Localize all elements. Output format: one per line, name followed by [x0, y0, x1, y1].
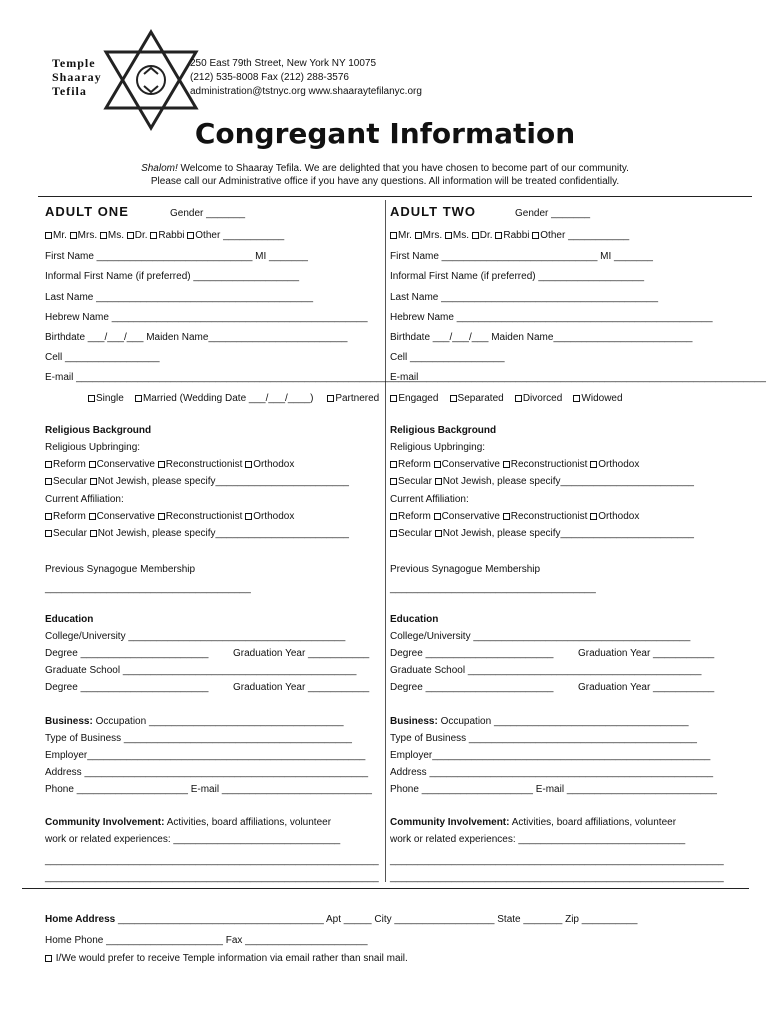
divorced-checkbox[interactable]: [515, 395, 522, 402]
community-line-3[interactable]: ____________________________________________________________: [45, 872, 379, 883]
title-dr-label: Dr.: [479, 230, 493, 241]
informal-name-field[interactable]: Informal First Name (if preferred) ___________________: [45, 271, 300, 282]
business-label: Business:: [45, 716, 93, 727]
religious-heading: Religious Background: [45, 425, 152, 436]
community-line-2[interactable]: ____________________________________________________________: [45, 855, 379, 866]
email-field[interactable]: E-mail ______________________________________________________________: [45, 372, 421, 383]
aff-orthodox-checkbox[interactable]: [590, 513, 597, 520]
education-heading: Education: [390, 614, 439, 625]
engaged-label: Engaged: [398, 393, 439, 404]
aff-orthodox-checkbox[interactable]: [245, 513, 252, 520]
home-address-field[interactable]: [45, 914, 637, 926]
title-rabbi-label: Rabbi: [503, 230, 530, 241]
page-title: Congregant Information: [194, 117, 576, 150]
aff-secular-label: Secular: [53, 528, 87, 539]
community-line-3[interactable]: ____________________________________________________________: [390, 872, 724, 883]
title-mr-label: Mr.: [398, 230, 412, 241]
title-ms-label: Ms.: [452, 230, 470, 241]
single-checkbox[interactable]: [88, 395, 95, 402]
college-field[interactable]: College/University _______________________________________: [45, 631, 346, 642]
aff-not-jewish-label: Not Jewish, please specify________________________: [442, 528, 694, 539]
secular-label: Secular: [398, 476, 432, 487]
aff-reform-label: Reform: [398, 511, 431, 522]
community-bold: Community Involvement:: [45, 817, 165, 828]
aff-conservative-label: Conservative: [96, 511, 155, 522]
cell-field[interactable]: Cell _________________: [390, 352, 505, 363]
business-label: Business:: [390, 716, 438, 727]
adult-two-heading: ADULT TWO: [390, 204, 477, 219]
title-mr-label: Mr.: [53, 230, 67, 241]
grad-year-field-1[interactable]: Graduation Year ___________: [578, 648, 715, 659]
aff-secular-checkbox[interactable]: [390, 530, 397, 537]
married-label: Married (Wedding Date ___/___/____): [142, 393, 314, 404]
degree-field-2[interactable]: Degree _______________________: [390, 682, 554, 693]
title-rabbi-checkbox[interactable]: [150, 232, 157, 239]
prev-synagogue-label: Previous Synagogue Membership: [45, 564, 196, 575]
secular-checkbox[interactable]: [45, 478, 52, 485]
grad-year-field-1[interactable]: Graduation Year ___________: [233, 648, 370, 659]
column-divider: [385, 200, 386, 882]
degree-field-2[interactable]: Degree _______________________: [45, 682, 209, 693]
cell-field[interactable]: Cell _________________: [45, 352, 160, 363]
conservative-label: Conservative: [441, 459, 500, 470]
degree-field-1[interactable]: Degree _______________________: [390, 648, 554, 659]
aff-reconstructionist-checkbox[interactable]: [503, 513, 510, 520]
affiliation-label: Current Affiliation:: [390, 494, 469, 505]
upbringing-label: Religious Upbringing:: [45, 442, 141, 453]
home-address-line: _____________________________________ Apt _____ City __________________ State _______ Zip __________: [115, 914, 638, 925]
logo-line-3: Tefila: [52, 84, 87, 98]
conservative-checkbox[interactable]: [89, 461, 96, 468]
affiliation-options-1: [45, 511, 294, 523]
phone-email-field[interactable]: Phone ____________________ E-mail ___________________________: [390, 784, 717, 795]
conservative-checkbox[interactable]: [434, 461, 441, 468]
aff-reconstructionist-checkbox[interactable]: [158, 513, 165, 520]
title-other-label: Other ___________: [195, 230, 285, 241]
community-bold: Community Involvement:: [390, 817, 510, 828]
single-label: Single: [96, 393, 124, 404]
address-field[interactable]: Address ___________________________________________________: [390, 767, 714, 778]
adult-one-titles: [45, 230, 284, 242]
informal-name-field[interactable]: Informal First Name (if preferred) ___________________: [390, 271, 645, 282]
aff-not-jewish-checkbox[interactable]: [90, 530, 97, 537]
conservative-label: Conservative: [96, 459, 155, 470]
first-name-field[interactable]: First Name ____________________________ MI _______: [390, 251, 653, 262]
orthodox-label: Orthodox: [598, 459, 640, 470]
aff-secular-checkbox[interactable]: [45, 530, 52, 537]
reconstructionist-label: Reconstructionist: [165, 459, 243, 470]
not-jewish-label: Not Jewish, please specify________________________: [442, 476, 694, 487]
intro-line-2: Please call our Administrative office if you have any questions. All information will be treated confidentially.: [150, 176, 620, 187]
grad-year-field-2[interactable]: Graduation Year ___________: [233, 682, 370, 693]
address-field[interactable]: Address ___________________________________________________: [45, 767, 369, 778]
aff-conservative-label: Conservative: [441, 511, 500, 522]
email-preference-label: I/We would prefer to receive Temple information via email rather than snail mail.: [55, 953, 408, 964]
aff-reform-label: Reform: [53, 511, 86, 522]
not-jewish-checkbox[interactable]: [435, 478, 442, 485]
title-other-label: Other ___________: [540, 230, 630, 241]
email-field[interactable]: E-mail ______________________________________________________________: [390, 372, 766, 383]
aff-conservative-checkbox[interactable]: [89, 513, 96, 520]
birthdate-field[interactable]: Birthdate ___/___/___ Maiden Name_________________________: [390, 332, 693, 343]
reform-checkbox[interactable]: [390, 461, 397, 468]
upbringing-options-2: [45, 476, 349, 488]
occupation-field[interactable]: [45, 716, 344, 728]
orthodox-label: Orthodox: [253, 459, 295, 470]
last-name-field[interactable]: Last Name _______________________________________: [45, 292, 314, 303]
reform-label: Reform: [53, 459, 86, 470]
separated-label: Separated: [457, 393, 504, 404]
title-other-checkbox[interactable]: [532, 232, 539, 239]
orthodox-checkbox[interactable]: [245, 461, 252, 468]
aff-reconstructionist-label: Reconstructionist: [510, 511, 588, 522]
email-preference: [45, 953, 408, 965]
aff-orthodox-label: Orthodox: [253, 511, 295, 522]
bottom-divider: [22, 888, 749, 889]
aff-reform-checkbox[interactable]: [390, 513, 397, 520]
religious-heading: Religious Background: [390, 425, 497, 436]
aff-not-jewish-checkbox[interactable]: [435, 530, 442, 537]
prev-synagogue-label: Previous Synagogue Membership: [390, 564, 541, 575]
community-text: Activities, board affiliations, volunteer: [509, 817, 677, 828]
title-mrs-checkbox[interactable]: [415, 232, 422, 239]
intro: [0, 162, 770, 188]
title-dr-checkbox[interactable]: [127, 232, 134, 239]
community-text: Activities, board affiliations, volunteer: [164, 817, 332, 828]
phone-email-field[interactable]: Phone ____________________ E-mail ___________________________: [45, 784, 372, 795]
intro-shalom: Shalom!: [141, 163, 178, 174]
aff-reform-checkbox[interactable]: [45, 513, 52, 520]
contact-web: administration@tstnyc.org www.shaaraytefilanyc.org: [190, 86, 422, 97]
aff-secular-label: Secular: [398, 528, 432, 539]
title-dr-checkbox[interactable]: [472, 232, 479, 239]
grad-school-field[interactable]: Graduate School __________________________________________: [390, 665, 702, 676]
education-heading: Education: [45, 614, 94, 625]
title-ms-checkbox[interactable]: [100, 232, 107, 239]
prev-synagogue-field[interactable]: _____________________________________: [390, 583, 596, 594]
separated-checkbox[interactable]: [450, 395, 457, 402]
title-other-checkbox[interactable]: [187, 232, 194, 239]
not-jewish-label: Not Jewish, please specify________________________: [97, 476, 349, 487]
title-mrs-label: Mrs.: [422, 230, 443, 241]
grad-year-field-2[interactable]: Graduation Year ___________: [578, 682, 715, 693]
type-business-field[interactable]: Type of Business _________________________________________: [390, 733, 697, 744]
prev-synagogue-field[interactable]: _____________________________________: [45, 583, 251, 594]
partnered-checkbox[interactable]: [327, 395, 334, 402]
birthdate-field[interactable]: Birthdate ___/___/___ Maiden Name_________________________: [45, 332, 348, 343]
first-name-field[interactable]: First Name ____________________________ MI _______: [45, 251, 308, 262]
logo: [46, 30, 196, 130]
partnered-label: Partnered: [335, 393, 380, 404]
adult-one-heading: ADULT ONE: [45, 204, 129, 219]
home-address-label: Home Address: [45, 914, 116, 925]
contact-phones: (212) 535-8008 Fax (212) 288-3576: [190, 72, 349, 83]
secular-label: Secular: [53, 476, 87, 487]
affiliation-options-1: [390, 511, 639, 523]
title-mrs-checkbox[interactable]: [70, 232, 77, 239]
occupation-field[interactable]: [390, 716, 689, 728]
upbringing-options-2: [390, 476, 694, 488]
title-rabbi-label: Rabbi: [158, 230, 185, 241]
last-name-field[interactable]: Last Name _______________________________________: [390, 292, 659, 303]
title-mr-checkbox[interactable]: [45, 232, 52, 239]
community-line-2[interactable]: ____________________________________________________________: [390, 855, 724, 866]
orthodox-checkbox[interactable]: [590, 461, 597, 468]
affiliation-options-2: [45, 528, 349, 540]
contact-address: 250 East 79th Street, New York NY 10075: [190, 58, 377, 69]
employer-field[interactable]: Employer__________________________________________________: [45, 750, 366, 761]
adult-one-gender[interactable]: Gender _______: [170, 208, 246, 219]
degree-field-1[interactable]: Degree _______________________: [45, 648, 209, 659]
aff-orthodox-label: Orthodox: [598, 511, 640, 522]
type-business-field[interactable]: Type of Business _________________________________________: [45, 733, 352, 744]
aff-not-jewish-label: Not Jewish, please specify________________________: [97, 528, 349, 539]
reconstructionist-checkbox[interactable]: [158, 461, 165, 468]
married-checkbox[interactable]: [135, 395, 142, 402]
community-label: [45, 817, 331, 829]
top-divider: [38, 196, 752, 197]
hebrew-name-field[interactable]: Hebrew Name ______________________________________________: [45, 312, 368, 323]
email-preference-checkbox[interactable]: [45, 955, 52, 962]
secular-checkbox[interactable]: [390, 478, 397, 485]
affiliation-label: Current Affiliation:: [45, 494, 124, 505]
aff-conservative-checkbox[interactable]: [434, 513, 441, 520]
reform-checkbox[interactable]: [45, 461, 52, 468]
not-jewish-checkbox[interactable]: [90, 478, 97, 485]
logo-line-1: Temple: [52, 56, 96, 70]
adult-two-titles: [390, 230, 629, 242]
reform-label: Reform: [398, 459, 431, 470]
reconstructionist-label: Reconstructionist: [510, 459, 588, 470]
reconstructionist-checkbox[interactable]: [503, 461, 510, 468]
logo-line-2: Shaaray: [52, 70, 102, 84]
community-label: [390, 817, 676, 829]
upbringing-options-1: [45, 459, 294, 471]
community-field[interactable]: work or related experiences: ______________________________: [45, 834, 341, 845]
college-field[interactable]: College/University _______________________________________: [390, 631, 691, 642]
upbringing-options-1: [390, 459, 639, 471]
aff-reconstructionist-label: Reconstructionist: [165, 511, 243, 522]
occupation-text: Occupation ___________________________________: [437, 716, 689, 727]
grad-school-field[interactable]: Graduate School __________________________________________: [45, 665, 357, 676]
title-dr-label: Dr.: [134, 230, 148, 241]
engaged-checkbox[interactable]: [390, 395, 397, 402]
marital-status-row: [88, 393, 623, 405]
employer-field[interactable]: Employer__________________________________________________: [390, 750, 711, 761]
hebrew-name-field[interactable]: Hebrew Name ______________________________________________: [390, 312, 713, 323]
home-phone-fax-field[interactable]: Home Phone _____________________ Fax ______________________: [45, 935, 368, 946]
title-ms-checkbox[interactable]: [445, 232, 452, 239]
title-ms-label: Ms.: [107, 230, 125, 241]
occupation-text: Occupation ___________________________________: [92, 716, 344, 727]
divorced-label: Divorced: [522, 393, 563, 404]
intro-line-1: [0, 162, 770, 175]
title-mrs-label: Mrs.: [77, 230, 98, 241]
intro-line-1-text: Welcome to Shaaray Tefila. We are delighted that you have chosen to become part of our community.: [177, 163, 629, 174]
widowed-checkbox[interactable]: [573, 395, 580, 402]
title-rabbi-checkbox[interactable]: [495, 232, 502, 239]
widowed-label: Widowed: [581, 393, 623, 404]
affiliation-options-2: [390, 528, 694, 540]
title-mr-checkbox[interactable]: [390, 232, 397, 239]
community-field[interactable]: work or related experiences: ______________________________: [390, 834, 686, 845]
upbringing-label: Religious Upbringing:: [390, 442, 486, 453]
adult-two-gender[interactable]: Gender _______: [515, 208, 591, 219]
